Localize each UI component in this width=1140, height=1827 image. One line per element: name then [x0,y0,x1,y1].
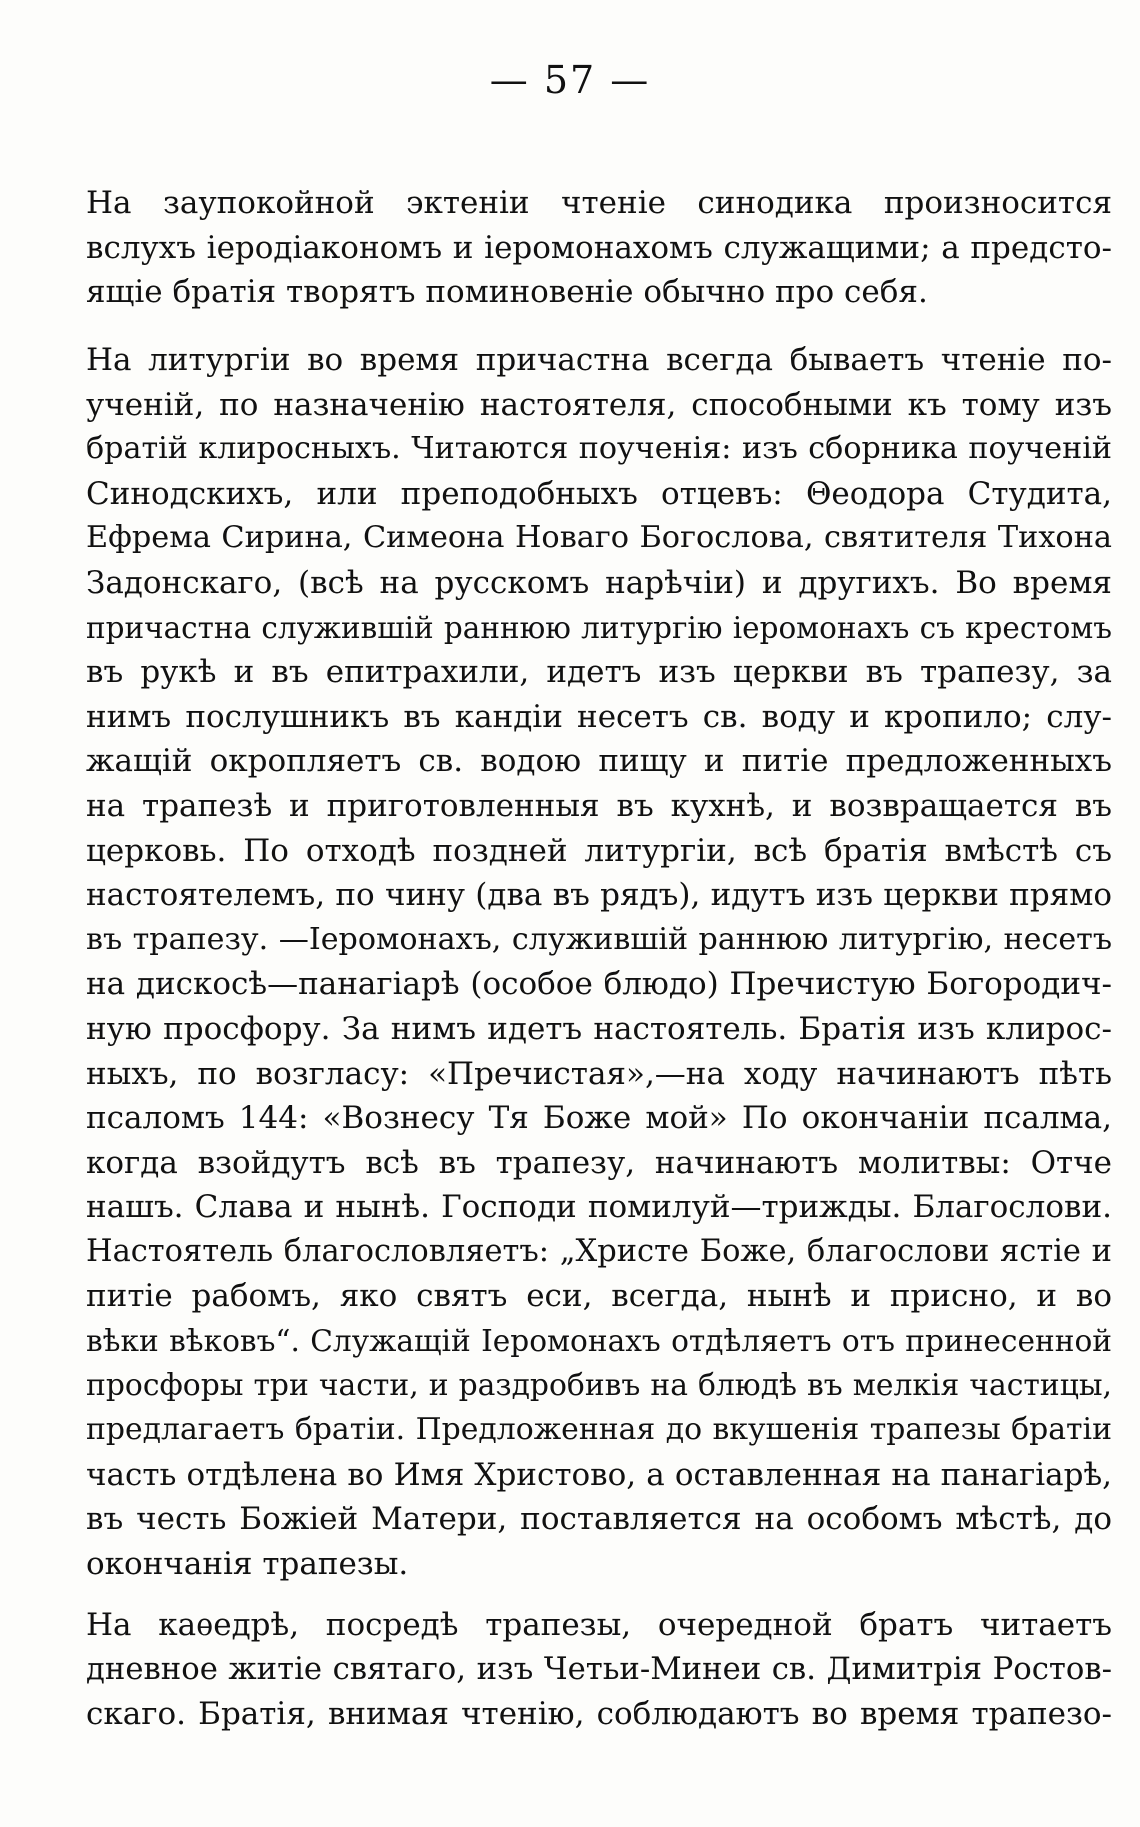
text-line: Задонскаго, (всѣ на русскомъ нарѣчіи) и другихъ. Во время [86,564,1112,601]
text-line: На заупокойной эктеніи чтеніе синодика произносится [86,185,1112,221]
text-line: жащій окропляетъ св. водою пищу и питіе предложенныхъ [86,743,1112,780]
text-line: когда взойдутъ всѣ въ трапезу, начинаютъ молитвы: Отче [86,1144,1112,1181]
text-line: дневное житіе святаго, изъ Четьи-Минеи св. Димитрія Ростов- [86,1651,1112,1687]
text-line: Ефрема Сирина, Симеона Новаго Богослова, святителя Тихона [86,520,1112,556]
text-line: настоятелемъ, по чину (два въ рядъ), идутъ изъ церкви прямо [86,877,1112,914]
text-line: нимъ послушникъ въ кандіи несетъ св. воду и кропило; слу- [86,698,1112,735]
text-line: псаломъ 144: «Вознесу Тя Боже мой» По окончаніи псалма, [86,1100,1112,1137]
text-line: братій клиросныхъ. Читаются поученія: изъ сборника поученій [86,431,1112,467]
paragraph-2 [86,338,1112,1587]
text-line: вѣки вѣковъ“. Служащій Іеромонахъ отдѣляетъ отъ принесенной [86,1324,1112,1359]
text-line: въ честь Божіей Матери, поставляется на особомъ мѣстѣ, до [86,1501,1112,1538]
text-line: просфоры три части, и раздробивъ на блюдѣ въ мелкія частицы, [86,1367,1112,1403]
text-line: Настоятель благословляетъ: „Христе Боже, благослови ястіе и [86,1233,1112,1269]
text-line: причастна служившій раннюю литургію іеромонахъ съ крестомъ [86,610,1112,645]
text-line: ящіе братія творятъ поминовеніе обычно про себя. [86,274,928,311]
text-line: церковь. По отходѣ поздней литургіи, всѣ братія вмѣстѣ съ [86,832,1112,869]
text-line: скаго. Братія, внимая чтенію, соблюдаютъ во время трапезо- [86,1696,1112,1733]
text-line: въ рукѣ и въ епитрахили, идетъ изъ церкви въ трапезу, за [86,654,1112,691]
text-line: питіе рабомъ, яко святъ еси, всегда, нынѣ и присно, и во [86,1278,1112,1315]
text-line: на трапезѣ и приготовленныя въ кухнѣ, и возвращается въ [86,787,1112,824]
text-line: ныхъ, по возгласу: «Пречистая»,—на ходу начинаютъ пѣть [86,1055,1112,1092]
text-line: ученій, по назначенію настоятеля, способными къ тому изъ [86,386,1112,423]
text-line: на дискосѣ—панагіарѣ (особое блюдо) Пречистую Богородич- [86,966,1112,1003]
text-line: Синодскихъ, или преподобныхъ отцевъ: Θеодора Студита, [86,475,1112,512]
paragraph-1 [86,181,1112,315]
page-number: — 57 — [489,58,651,102]
text-line: На литургіи во время причастна всегда бываетъ чтеніе по- [86,342,1112,378]
text-line: На каѳедрѣ, посредѣ трапезы, очередной братъ читаетъ [86,1607,1112,1643]
text-line: часть отдѣлена во Имя Христово, а оставленная на панагіарѣ, [86,1456,1112,1493]
text-line: предлагаетъ братіи. Предложенная до вкушенія трапезы братіи [86,1412,1112,1448]
text-line: вслухъ іеродіакономъ и іеромонахомъ служащими; а предсто- [86,229,1112,266]
text-line: нашъ. Слава и нынѣ. Господи помилуй—трижды. Благослови. [86,1189,1112,1226]
text-line: въ трапезу. —Іеромонахъ, служившій раннюю литургію, несетъ [86,921,1112,957]
text-line: окончанія трапезы. [86,1546,409,1583]
paragraph-3 [86,1603,1112,1737]
text-line: ную просфору. За нимъ идетъ настоятель. Братія изъ клирос- [86,1010,1112,1047]
